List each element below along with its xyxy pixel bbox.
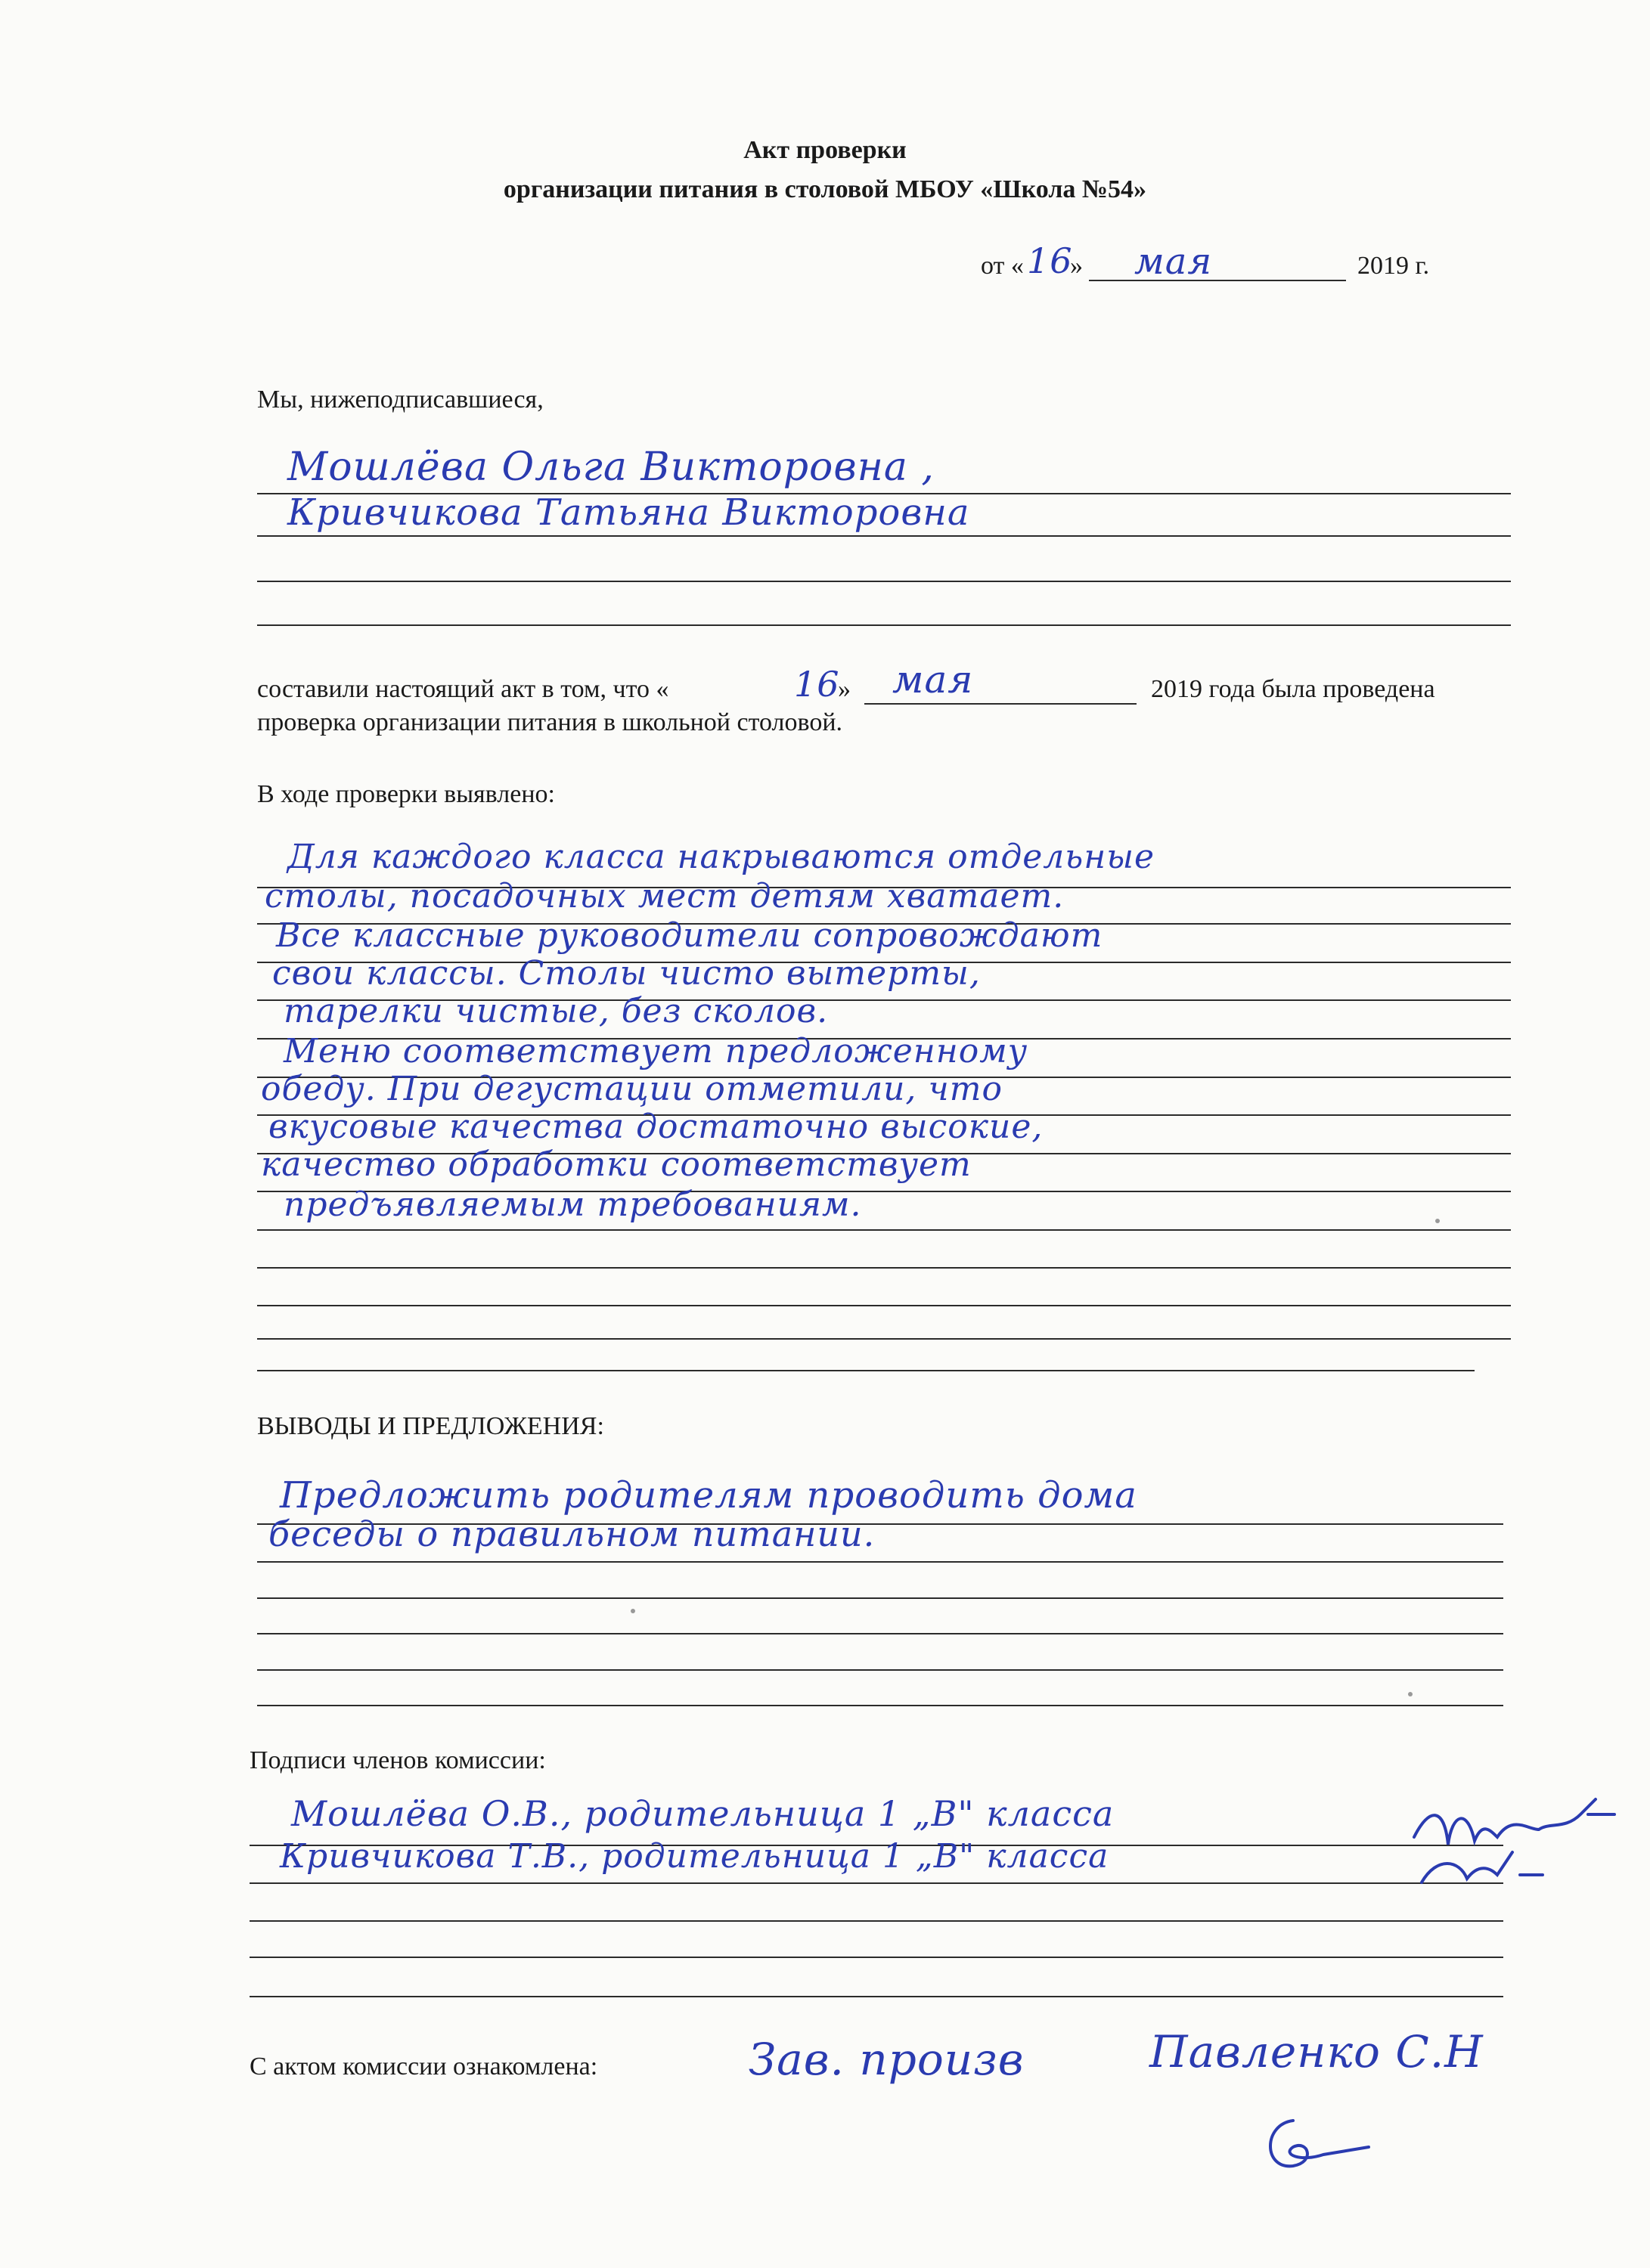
findings-line-13 bbox=[257, 1338, 1511, 1340]
statement-line-2: проверка организации питания в школьной столовой. bbox=[257, 708, 843, 736]
acknowledgement-position: Зав. произв bbox=[749, 2034, 1025, 2085]
signatures-line-2 bbox=[250, 1882, 1503, 1884]
statement-month-line bbox=[864, 703, 1137, 705]
member-signature-1 bbox=[1407, 1784, 1626, 1905]
date-day: 16 bbox=[1027, 240, 1073, 281]
conclusions-line-2 bbox=[257, 1561, 1503, 1563]
signers-line-3 bbox=[257, 581, 1511, 582]
finding-text-3: Все классные руководители сопровождают bbox=[276, 916, 1103, 955]
signers-line-2 bbox=[257, 535, 1511, 537]
conclusions-label: ВЫВОДЫ И ПРЕДЛОЖЕНИЯ: bbox=[257, 1412, 604, 1440]
signatures-line-5 bbox=[250, 1996, 1503, 1997]
document-title: Акт проверки bbox=[743, 136, 907, 164]
findings-line-11 bbox=[257, 1267, 1511, 1269]
date-prefix: от « bbox=[981, 252, 1024, 280]
conclusion-text-1: Предложить родителям проводить дома bbox=[280, 1474, 1137, 1517]
findings-label: В ходе проверки выявлено: bbox=[257, 780, 555, 808]
finding-text-1: Для каждого класса накрываются отдельные bbox=[287, 838, 1155, 876]
signers-label: Мы, нижеподписавшиеся, bbox=[257, 386, 544, 414]
findings-line-10 bbox=[257, 1229, 1511, 1231]
date-month: мая bbox=[1134, 240, 1213, 283]
conclusions-line-4 bbox=[257, 1633, 1503, 1634]
finding-text-8: вкусовые качества достаточно высокие, bbox=[268, 1108, 1044, 1146]
acknowledgement-name: Павленко С.Н bbox=[1149, 2026, 1484, 2077]
conclusions-line-6 bbox=[257, 1705, 1503, 1706]
finding-text-6: Меню соответствует предложенному bbox=[284, 1032, 1028, 1070]
date-mid: » bbox=[1070, 252, 1083, 280]
finding-text-7: обеду. При дегустации отметили, что bbox=[261, 1070, 1003, 1108]
conclusion-text-2: беседы о правильном питании. bbox=[268, 1514, 876, 1554]
finding-text-5: тарелки чистые, без сколов. bbox=[284, 992, 829, 1030]
finding-text-9: качество обработки соответствует bbox=[261, 1145, 972, 1184]
date-month-line bbox=[1089, 280, 1346, 281]
finding-text-4: свои классы. Столы чисто вытерты, bbox=[272, 954, 981, 993]
signatures-line-4 bbox=[250, 1957, 1503, 1958]
finding-text-2: столы, посадочных мест детям хватает. bbox=[265, 877, 1065, 916]
findings-line-12 bbox=[257, 1305, 1511, 1306]
statement-prefix: составили настоящий акт в том, что « bbox=[257, 675, 669, 703]
statement-day: 16 bbox=[794, 664, 840, 705]
signatures-line-3 bbox=[250, 1920, 1503, 1922]
statement-mid: » bbox=[838, 675, 851, 703]
statement-suffix: 2019 года была проведена bbox=[1151, 675, 1435, 703]
ink-speck-2 bbox=[631, 1609, 635, 1613]
signer-name-2: Кривчикова Татьяна Викторовна bbox=[287, 491, 970, 534]
acknowledgement-signature bbox=[1248, 2102, 1399, 2185]
signatures-label: Подписи членов комиссии: bbox=[250, 1746, 546, 1774]
signature-entry-1: Мошлёва О.В., родительница 1 „В" класса bbox=[291, 1793, 1115, 1834]
statement-month: мая bbox=[892, 658, 974, 702]
conclusions-line-3 bbox=[257, 1597, 1503, 1599]
ink-speck bbox=[1435, 1219, 1440, 1223]
acknowledgement-label: С актом комиссии ознакомлена: bbox=[250, 2053, 598, 2081]
date-year: 2019 г. bbox=[1357, 252, 1430, 280]
signature-entry-2: Кривчикова Т.В., родительница 1 „В" класса bbox=[280, 1837, 1109, 1876]
document-subtitle: организации питания в столовой МБОУ «Школа №54» bbox=[503, 175, 1147, 203]
conclusions-line-5 bbox=[257, 1669, 1503, 1671]
signers-line-4 bbox=[257, 624, 1511, 626]
finding-text-10: предъявляемым требованиям. bbox=[284, 1185, 862, 1224]
ink-speck-3 bbox=[1408, 1692, 1413, 1696]
signer-name-1: Мошлёва Ольга Викторовна , bbox=[287, 445, 935, 490]
findings-line-14 bbox=[257, 1370, 1475, 1371]
